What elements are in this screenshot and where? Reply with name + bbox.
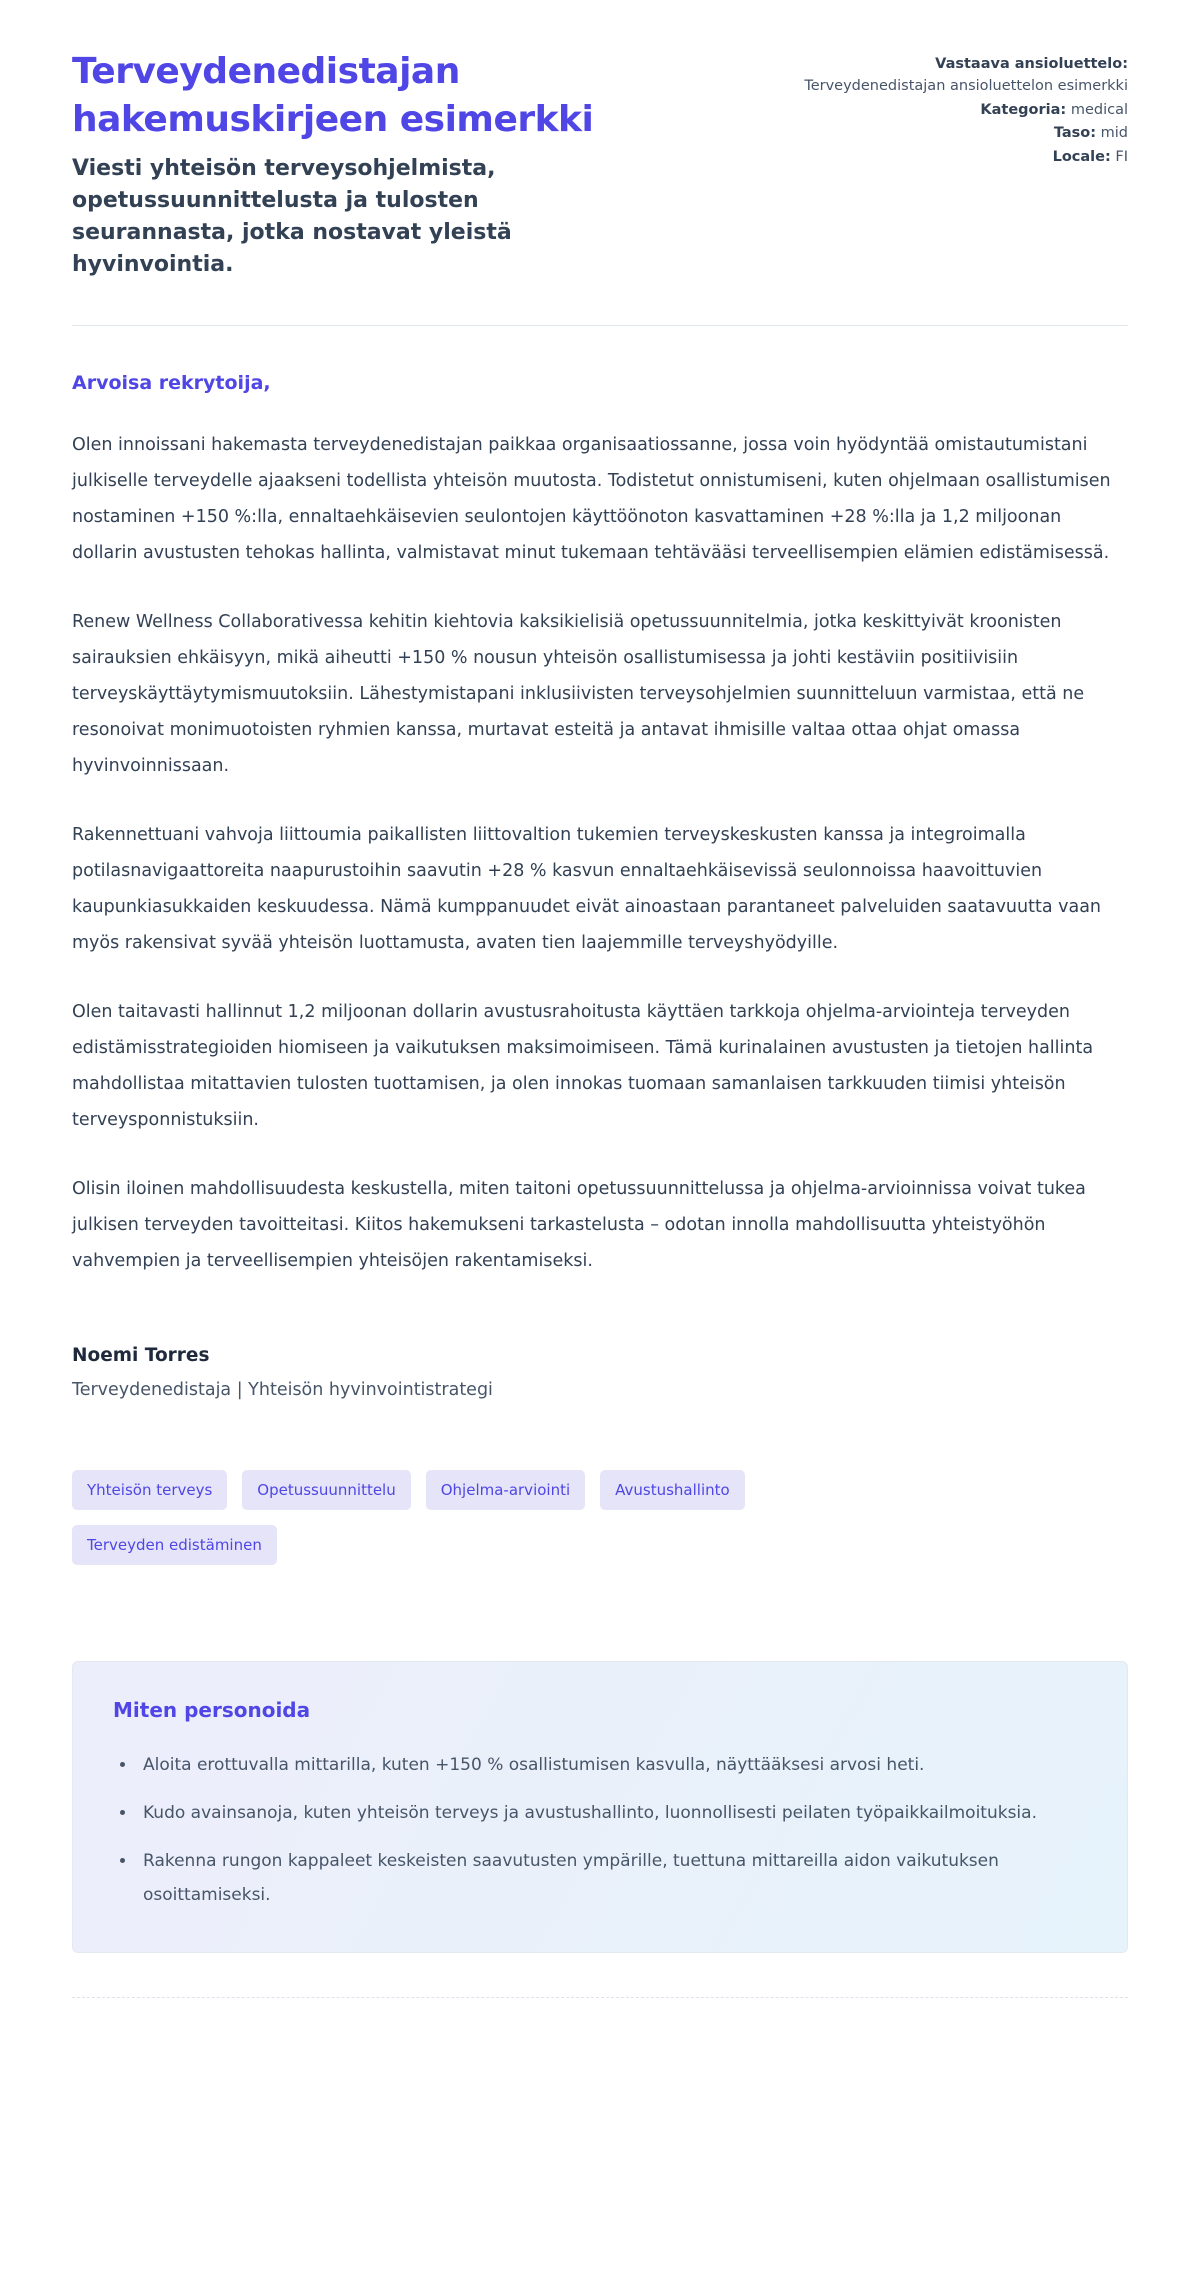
tag-chip-grant-management: Avustushallinto (600, 1470, 745, 1510)
letter-greeting: Arvoisa rekrytoija, (72, 371, 271, 394)
tag-chip-health-promotion: Terveyden edistäminen (72, 1525, 277, 1565)
signature-name: Noemi Torres (72, 1344, 210, 1366)
tips-list (113, 1748, 1087, 1912)
meta-locale-value: FI (1115, 149, 1128, 165)
cover-letter-page (72, 0, 1128, 2038)
page-header (72, 48, 1128, 281)
meta-level-label: Taso: (1053, 125, 1097, 142)
page-title: Terveydenedistajan hakemuskirjeen esimerkki (72, 51, 594, 140)
meta-category-label: Kategoria: (980, 101, 1067, 118)
letter-paragraph-5: Olisin iloinen mahdollisuudesta keskustella, miten taitoni opetussuunnittelussa ja ohjelma-arvioinnissa voivat tukea julkisen terveyden tavoitteitasi. Kiitos hakemukseni tarkastelusta – odotan innolla mahdollisuutta yhteistyöhön vahvempien ja terveellisempien yhteisöjen rakentamiseksi. (72, 1178, 1086, 1271)
keyword-tags (72, 1470, 932, 1565)
meta-category (798, 100, 1128, 122)
tips-item-2: • Kudo avainsanoja, kuten yhteisön terveys ja avustushallinto, luonnollisesti peilaten työpaikkailmoituksia. (137, 1796, 1087, 1830)
header-titles (72, 48, 712, 281)
meta-resume-label: Vastaava ansioluettelo: (935, 56, 1128, 72)
tag-chip-curriculum-design: Opetussuunnittelu (242, 1470, 410, 1510)
letter-paragraph-1: Olen innoissani hakemasta terveydenedistajan paikkaa organisaatiossanne, jossa voin hyödyntää omistautumistani julkiselle terveydelle ajaakseni todellista yhteisön muutosta. Todistetut onnistumiseni, kuten ohjelmaan osallistumisen nostaminen +150 %:lla, ennaltaehkäisevien seulontojen käyttöönoton kasvattaminen +28 %:lla ja 1,2 miljoonan dollarin avustusten tehokas hallinta, valmistavat minut tukemaan tehtävääsi terveellisempien elämien edistämisessä. (72, 434, 1111, 563)
tag-chip-community-health: Yhteisön terveys (72, 1470, 227, 1510)
meta-resume-value: Terveydenedistajan ansioluettelon esimerkki (804, 77, 1128, 94)
meta-panel (798, 52, 1128, 169)
letter-body (72, 372, 1128, 1279)
tips-item-1: • Aloita erottuvalla mittarilla, kuten +150 % osallistumisen kasvulla, näyttääksesi arvosi heti. (137, 1748, 1087, 1782)
tips-title: Miten personoida (113, 1697, 311, 1722)
tips-item-3: • Rakenna rungon kappaleet keskeisten saavutusten ympärille, tuettuna mittareilla aidon vaikutuksen osoittamiseksi. (137, 1844, 1087, 1912)
meta-locale (798, 147, 1128, 169)
letter-paragraph-3: Rakennettuani vahvoja liittoumia paikallisten liittovaltion tukemien terveyskeskusten kanssa ja integroimalla potilasnavigaattoreita naapurustoihin saavutin +28 % kasvun ennaltaehkäisevissä seulonnoissa haavoittuvien kaupunkiasukkaiden keskuudessa. Nämä kumppanuudet eivät ainoastaan parantaneet palveluiden saatavuutta vaan myös rakensivat syvää yhteisön luottamusta, avaten tien laajemmille terveyshyödyille. (72, 824, 1102, 953)
letter-paragraph-4: Olen taitavasti hallinnut 1,2 miljoonan dollarin avustusrahoitusta käyttäen tarkkoja ohjelma-arviointeja terveyden edistämisstrategioiden hiomiseen ja vaikutuksen maksimoimiseen. Tämä kurinalainen avustusten ja tietojen hallinta mahdollistaa mitattavien tulosten tuottamisen, ja olen innokas tuomaan samanlaisen tarkkuuden tiimisi yhteisön terveysponnistuksiin. (72, 1001, 1094, 1130)
meta-level-value: mid (1100, 125, 1128, 142)
meta-locale-label: Locale: (1052, 149, 1111, 165)
header-divider (72, 325, 1128, 326)
meta-category-value: medical (1070, 101, 1128, 118)
tag-chip-program-evaluation: Ohjelma-arviointi (426, 1470, 585, 1510)
personalization-tips-box (72, 1661, 1128, 1953)
page-subtitle: Viesti yhteisön terveysohjelmista, opetussuunnittelusta ja tulosten seurannasta, jotka nostavat yleistä hyvinvointia. (72, 156, 512, 277)
letter-signature (72, 1345, 1128, 1400)
signature-role: Terveydenedistaja | Yhteisön hyvinvointistrategi (72, 1379, 493, 1400)
letter-paragraph-2: Renew Wellness Collaborativessa kehitin kiehtovia kaksikielisiä opetussuunnitelmia, jotka keskittyivät kroonisten sairauksien ehkäisyyn, mikä aiheutti +150 % nousun yhteisön osallistumisessa ja johti kestäviin positiivisiin terveyskäyttäytymismuutoksiin. Lähestymistapani inklusiivisten terveysohjelmien suunnitteluun varmistaa, että ne resonoivat monimuotoisten ryhmien kanssa, murtavat esteitä ja antavat ihmisille valtaa ottaa ohjat omassa hyvinvoinnissaan. (72, 611, 1085, 776)
meta-resume (798, 54, 1128, 98)
bottom-divider (72, 1997, 1128, 1998)
meta-level (798, 123, 1128, 145)
